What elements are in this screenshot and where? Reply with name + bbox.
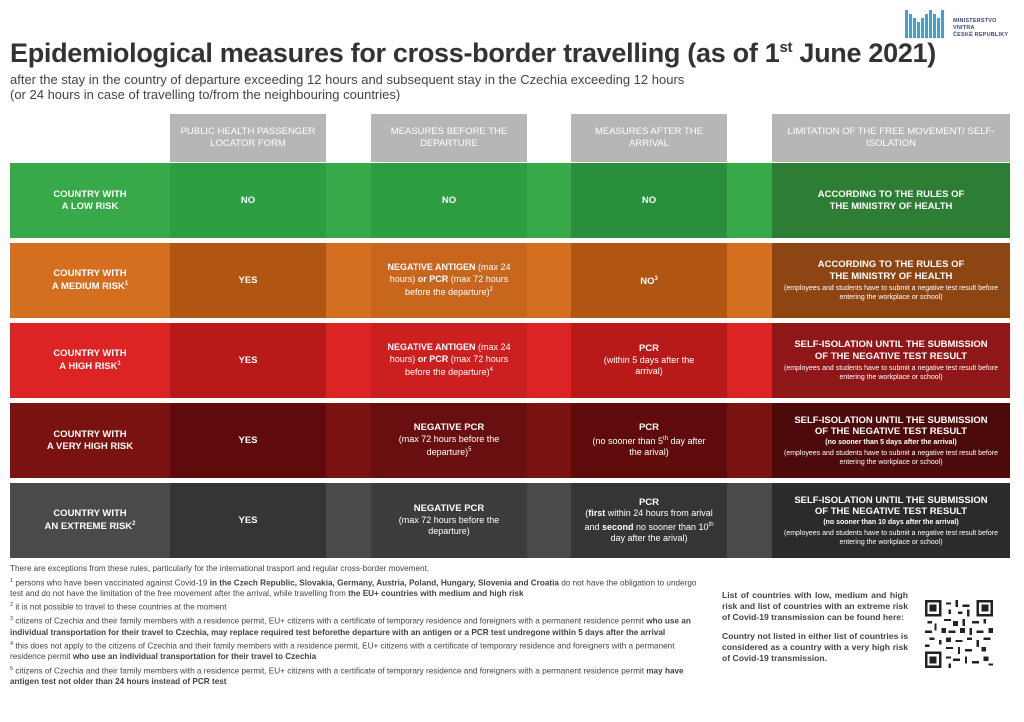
low-limit: ACCORDING TO THE RULES OF THE MINISTRY OF HEALTH xyxy=(772,163,1010,238)
ministry-logo-icon xyxy=(905,8,947,40)
high-gap-3 xyxy=(727,323,772,398)
extreme-before: NEGATIVE PCR (max 72 hours before the departure) xyxy=(371,483,527,558)
row-very-high-risk xyxy=(10,403,1010,478)
label-high-risk: COUNTRY WITH A HIGH RISK$^1$ xyxy=(10,323,170,398)
footnotes xyxy=(10,564,700,689)
low-gap-3 xyxy=(727,163,772,238)
high-gap-2 xyxy=(527,323,571,398)
low-plf: NO xyxy=(170,163,326,238)
footnote-5: $^5$ citizens of Czechia and their family members with a residence permit, EU+ citizens with a certificate of temporary residence and foreigners with a permanent residence permit may have antigen test not older than 24 hours instead of PCR test xyxy=(10,665,684,687)
label-medium-risk: COUNTRY WITH A MEDIUM RISK$^1$ xyxy=(10,243,170,318)
footnote-4: $^4$ this does not apply to the citizens of Czechia and their family members with a residence permit, EU+ citizens with a certificate of temporary residence and foreigners with a permanent residence permit who use an individual transportation for their travel to Czechia xyxy=(10,641,675,662)
label-low-risk: COUNTRY WITH A LOW RISK xyxy=(10,163,170,238)
footnote-3: $^3$ citizens of Czechia and their family members with a residence permit, EU+ citizens with a certificate of temporary residence and foreigners with a permanent residence permit who use an individual transportation for their travel to Czechia, may replace required test beforethe departure with an antigen or a PCR test undregone within 5 days after the arrival xyxy=(10,616,691,637)
low-gap-1 xyxy=(326,163,371,238)
label-extreme-risk: COUNTRY WITH AN EXTREME RISK$^2$ xyxy=(10,483,170,558)
high-limit: SELF-ISOLATION UNTIL THE SUBMISSION OF THE NEGATIVE TEST RESULT (employees and students have to submit a negative test result before entering the workplace or school) xyxy=(772,323,1010,398)
very-high-gap-3 xyxy=(727,403,772,478)
very-high-gap-1 xyxy=(326,403,371,478)
header-plf: PUBLIC HEALTH PASSENGER LOCATOR FORM xyxy=(170,114,326,162)
page-title: Epidemiological measures for cross-border travelling (as of 1st June 2021) xyxy=(10,38,936,68)
very-high-before: NEGATIVE PCR (max 72 hours before the departure)$^5$ xyxy=(371,403,527,478)
extreme-gap-3 xyxy=(727,483,772,558)
very-high-plf: YES xyxy=(170,403,326,478)
medium-gap-2 xyxy=(527,243,571,318)
footnote-intro: There are exceptions from these rules, particularly for the international trasport and regular cross-border movement. xyxy=(10,564,430,573)
high-gap-1 xyxy=(326,323,371,398)
header-after-arrival: MEASURES AFTER THE ARRIVAL xyxy=(571,114,727,162)
extreme-gap-2 xyxy=(527,483,571,558)
medium-before: NEGATIVE ANTIGEN (max 24 hours) or PCR (max 72 hours before the departure)$^2$ xyxy=(371,243,527,318)
row-medium-risk xyxy=(10,243,1010,318)
extreme-plf: YES xyxy=(170,483,326,558)
low-before: NO xyxy=(371,163,527,238)
very-high-limit: SELF-ISOLATION UNTIL THE SUBMISSION OF THE NEGATIVE TEST RESULT (no sooner than 5 days after the arrival) (employees and students have to submit a negative test result before entering the workplace or school) xyxy=(772,403,1010,478)
row-high-risk xyxy=(10,323,1010,398)
high-plf: YES xyxy=(170,323,326,398)
unlisted-country-text: Country not listed in either list of countries is considered as a country with a very high risk of Covid-19 transmission. xyxy=(722,631,908,663)
qr-code-icon[interactable] xyxy=(925,600,993,668)
low-gap-2 xyxy=(527,163,571,238)
footnote-2: $^2$ it is not possible to travel to these countries at the moment xyxy=(10,602,227,612)
medium-gap-3 xyxy=(727,243,772,318)
page-subtitle: after the stay in the country of departure exceeding 12 hours and subsequent stay in the Czechia exceeding 12 hours (or 24 hours in case of travelling to/from the neighbouring countries) xyxy=(10,72,685,102)
very-high-gap-2 xyxy=(527,403,571,478)
medium-limit: ACCORDING TO THE RULES OF THE MINISTRY OF HEALTH (employees and students have to submit a negative test result before entering the workplace or school) xyxy=(772,243,1010,318)
header-before-departure: MEASURES BEFORE THE DEPARTURE xyxy=(371,114,527,162)
high-after: PCR (within 5 days after the arrival) xyxy=(571,323,727,398)
low-after: NO xyxy=(571,163,727,238)
country-list-info xyxy=(722,590,908,672)
extreme-limit: SELF-ISOLATION UNTIL THE SUBMISSION OF THE NEGATIVE TEST RESULT (no sooner than 10 days after the arrival) (employees and students have to submit a negative test result before entering the workplace or school) xyxy=(772,483,1010,558)
label-very-high-risk: COUNTRY WITH A VERY HIGH RISK xyxy=(10,403,170,478)
header-limitation: LIMITATION OF THE FREE MOVEMENT/ SELF-ISOLATION xyxy=(772,114,1010,162)
medium-after: $NO^3$ xyxy=(571,243,727,318)
extreme-gap-1 xyxy=(326,483,371,558)
medium-plf: YES xyxy=(170,243,326,318)
ministry-logo xyxy=(905,8,1015,42)
extreme-after: PCR (first within 24 hours from arival and second no sooner than 10th day after the arival) xyxy=(571,483,727,558)
row-extreme-risk xyxy=(10,483,1010,558)
medium-gap-1 xyxy=(326,243,371,318)
country-list-text: List of countries with low, medium and high risk and list of countries with an extreme risk of Covid-19 transmission can be found here: xyxy=(722,590,908,622)
high-before: NEGATIVE ANTIGEN (max 24 hours) or PCR (max 72 hours before the departure)$^4$ xyxy=(371,323,527,398)
very-high-after: PCR (no sooner than 5th day after the arival) xyxy=(571,403,727,478)
row-low-risk xyxy=(10,163,1010,238)
ministry-logo-text: MINISTERSTVO VNITRA ČESKÉ REPUBLIKY xyxy=(953,18,1009,38)
footnote-1: $^1$ persons who have been vaccinated against Covid-19 in the Czech Republic, Slovakia, Germany, Austria, Poland, Hungary, Slovenia and Croatia do not have the obligation to undergo test and do not have the limitation of the free movement after the arrival, while travelling from the EU+ countries with medium and high risk xyxy=(10,577,697,598)
